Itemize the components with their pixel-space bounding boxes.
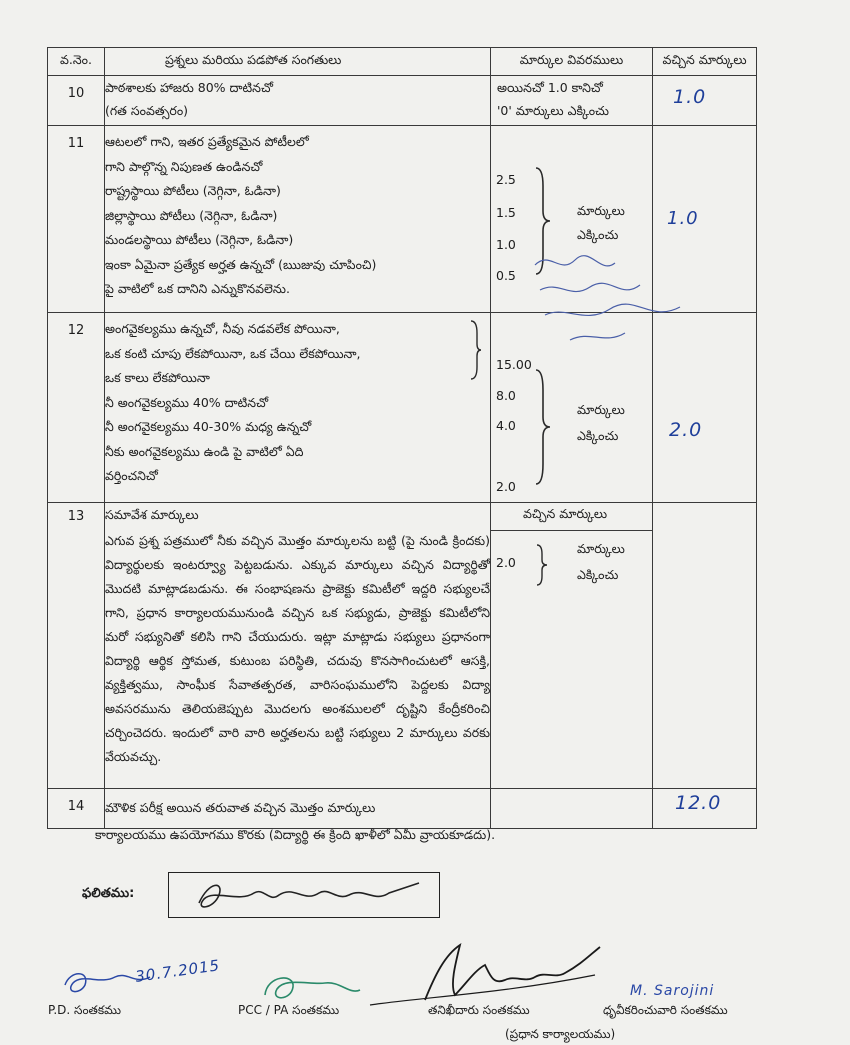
question-line: పై వాటిలో ఒక దానిని ఎన్నుకొనవలెను. xyxy=(105,281,290,296)
mark-value: 0.5 xyxy=(496,268,516,283)
question-line: జిల్లాస్థాయి పోటీలు (నెగ్గినా, ఓడినా) xyxy=(105,207,278,223)
question-line: ఆటలలో గాని, ఇతర ప్రత్యేకమైన పోటీలలో xyxy=(105,134,309,149)
question-line: గాని పాల్గొన్న నిపుణత ఉండినచో xyxy=(105,158,263,174)
question-line: నీకు అంగవైకల్యము ఉండి పై వాటిలో ఏది xyxy=(105,443,304,459)
divider xyxy=(491,530,652,531)
handwritten-mark: 12.0 xyxy=(675,792,722,814)
interview-paragraph: ఎగువ ప్రశ్న పత్రములో నీకు వచ్చిన మొత్తం మార్కులను బట్టి (పై నుండి క్రిందకు) విద్యార్థులకు ఇంటర్వ్యూ పెట్టబడును. ఎక్కువ మార్కులు వచ్చిన విద్యార్థితో మొదటి మాట్లాడబడును. ఈ సంభాషణను ప్రాజెక్టు కమిటీలో ఇద్దరి సభ్యులచే గాని, ప్రధాన కార్యాలయమునుండి వచ్చిన ఒక సభ్యుడు, ప్రాజెక్టు కమిటీలోని మరో సభ్యునితో కలిసి గాని చేయుదురు. ఇట్లా మాట్లాడు సభ్యులు ప్రధానంగా విద్యార్థి ఆర్థిక స్తోమత, కుటుంబ పరిస్థితి, చదువు కొనసాగించుటలో ఆసక్తి, వ్యక్తిత్వము, సాంఘీక సేవాతత్పరత, వారిసంఘములోని పెద్దలకు విద్యా అవసరమును తెలియజెప్పుట మొదలగు అంశములలో దృష్టిని కేంద్రీకరించి చర్చించెదరు. ఇందులో వారి వారి అర్హతలను బట్టి సభ్యులు 2 మార్కులు వరకు వేయవచ్చు. xyxy=(105,533,490,764)
table-row-13 xyxy=(48,503,757,789)
section-title: సమావేశ మార్కులు xyxy=(105,507,199,522)
brace-icon xyxy=(535,543,549,587)
result-signature xyxy=(169,873,439,917)
marks-detail-cell xyxy=(491,789,653,829)
mark-value: 8.0 xyxy=(496,388,516,403)
question-cell xyxy=(105,313,491,503)
side-label: మార్కులు xyxy=(577,402,625,417)
mark-value: 15.00 xyxy=(496,357,532,372)
handwritten-mark: 2.0 xyxy=(669,419,703,441)
question-line: నీ అంగవైకల్యము 40% దాటినచో xyxy=(105,394,269,410)
pcc-signature-label: PCC / PA సంతకము xyxy=(238,1003,340,1017)
marks-got-cell xyxy=(653,76,757,126)
approver-name: M. Sarojini xyxy=(630,983,715,999)
row-number: 10 xyxy=(48,76,105,126)
question-line: ఒక కాలు లేకపోయినా xyxy=(105,370,210,385)
row-number: 13 xyxy=(48,503,105,789)
pd-signature-label: P.D. సంతకము xyxy=(48,1003,122,1017)
side-label: ఎక్కించు xyxy=(577,227,619,242)
brace-icon xyxy=(469,319,483,381)
question-line: (గత సంవత్సరం) xyxy=(105,103,189,118)
question-line: వర్తించనిచో xyxy=(105,468,158,483)
mark-value: 1.5 xyxy=(496,205,516,220)
row-number: 14 xyxy=(48,789,105,829)
question-cell xyxy=(105,76,491,126)
row-number: 11 xyxy=(48,126,105,313)
inspector-signature-label: తనిఖీదారు సంతకము xyxy=(428,1003,530,1017)
marks-detail-cell xyxy=(491,503,653,789)
question-line: అంగవైకల్యము ఉన్నచో, నీవు నడవలేక పోయినా, xyxy=(105,321,340,336)
handwritten-mark: 1.0 xyxy=(673,86,707,108)
question-cell xyxy=(105,503,491,789)
table-row-10 xyxy=(48,76,757,126)
question-cell xyxy=(105,126,491,313)
marks-detail-cell xyxy=(491,76,653,126)
marks-table xyxy=(47,47,757,829)
side-label: మార్కులు xyxy=(577,541,625,556)
marks-got-cell xyxy=(653,503,757,789)
side-label: మార్కులు xyxy=(577,203,625,218)
approver-signature-label: ధృవీకరించువారి సంతకము xyxy=(603,1003,728,1017)
question-line: ఒక కంటి చూపు లేకపోయినా, ఒక చేయి లేకపోయినా, xyxy=(105,345,361,361)
detail-line: '0' మార్కులు ఎక్కించు xyxy=(497,103,609,118)
marks-got-cell xyxy=(653,789,757,829)
question-cell: మౌళిక పరీక్ష అయిన తరువాత వచ్చిన మొత్తం మార్కులు xyxy=(105,789,491,829)
mark-value: 4.0 xyxy=(496,418,516,433)
side-label: ఎక్కించు xyxy=(577,567,619,582)
question-line: పాఠశాలకు హాజరు 80% దాటినచో xyxy=(105,80,273,95)
detail-line: అయినచో 1.0 కానిచో xyxy=(497,80,603,95)
question-line: మండలస్థాయి పోటీలు (నెగ్గినా, ఓడినా) xyxy=(105,232,294,247)
question-line: రాష్ట్రస్థాయి పోటీలు (నెగ్గినా, ఓడినా) xyxy=(105,183,281,198)
side-label: ఎక్కించు xyxy=(577,428,619,443)
table-row-14 xyxy=(48,789,757,829)
detail-heading: వచ్చిన మార్కులు xyxy=(523,506,608,521)
brace-icon xyxy=(533,368,553,486)
col-header-question: ప్రశ్నలు మరియు పడపోత సంగతులు xyxy=(105,48,491,76)
handwritten-mark: 1.0 xyxy=(667,208,699,229)
col-header-marks-got: వచ్చిన మార్కులు xyxy=(653,48,757,76)
col-header-marks-detail: మార్కుల వివరములు xyxy=(491,48,653,76)
question-line: నీ అంగవైకల్యము 40-30% మధ్య ఉన్నచో xyxy=(105,419,312,434)
result-label: ఫలితము: xyxy=(82,886,135,901)
row-number: 12 xyxy=(48,313,105,503)
mark-value: 1.0 xyxy=(496,237,516,252)
header-row xyxy=(48,48,757,76)
inspector-office: (ప్రధాన కార్యాలయము) xyxy=(505,1027,616,1041)
office-use-note: కార్యాలయము ఉపయోగము కొరకు (విద్యార్థి ఈ క్రింది ఖాళీలో ఏమీ వ్రాయకూడదు). xyxy=(95,827,496,842)
question-line: ఇంకా ఏమైనా ప్రత్యేక అర్హత ఉన్నచో (ఋజువు చూపించి) xyxy=(105,256,377,272)
mark-value: 2.5 xyxy=(496,172,516,187)
mark-value: 2.0 xyxy=(496,555,516,570)
pd-date: 30.7.2015 xyxy=(134,956,222,986)
handwritten-annotation xyxy=(530,245,750,355)
col-header-no: వ.నెం. xyxy=(48,48,105,76)
mark-value: 2.0 xyxy=(496,479,516,494)
result-box xyxy=(168,872,440,918)
